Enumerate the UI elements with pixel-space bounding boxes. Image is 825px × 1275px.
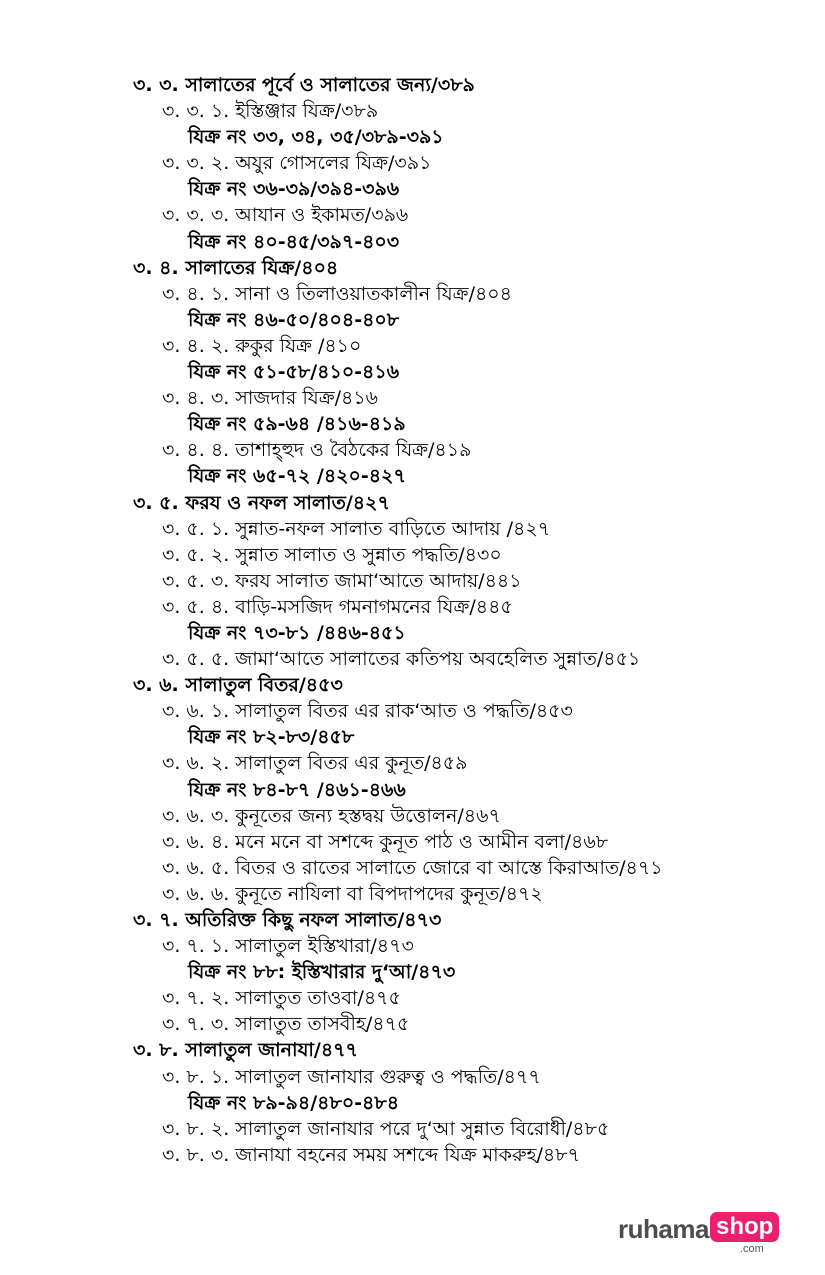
- toc-subsection-entry: ৩. ৬. ২. সালাতুল বিতর এর কুনূত/৪৫৯: [162, 752, 468, 775]
- toc-zikr-range: যিক্র নং ৮৯-৯৪/৪৮০-৪৮৪: [188, 1091, 400, 1114]
- toc-section-heading: ৩. ৫. ফরয ও নফল সালাত/৪২৭: [133, 491, 390, 514]
- toc-subsection-entry: ৩. ৪. ২. রুকুর যিক্র /৪১০: [162, 334, 362, 357]
- toc-subsection-entry: ৩. ৬. ৫. বিতর ও রাতের সালাতে জোরে বা আস্তে কিরাআত/৪৭১: [162, 856, 663, 879]
- ruhamashop-logo: [618, 1210, 788, 1255]
- brand-name: ruhama: [618, 1214, 709, 1244]
- toc-zikr-range: যিক্র নং ৪৬-৫০/৪০৪-৪০৮: [188, 308, 400, 331]
- toc-subsection-entry: ৩. ৬. ৪. মনে মনে বা সশব্দে কুনূত পাঠ ও আমীন বলা/৪৬৮: [162, 830, 609, 853]
- toc-section-heading: ৩. ৬. সালাতুল বিতর/৪৫৩: [133, 674, 343, 697]
- brand-shop-badge: shop: [710, 1212, 779, 1242]
- toc-subsection-entry: ৩. ৩. ১. ইস্তিঞ্জার যিক্র/৩৮৯: [162, 100, 379, 123]
- toc-subsection-entry: ৩. ৬. ৬. কুনূতে নাযিলা বা বিপদাপদের কুনূত/৪৭২: [162, 882, 543, 905]
- toc-zikr-range: যিক্র নং ৮৮: ইস্তিখারার দু‘আ/৪৭৩: [188, 961, 456, 984]
- toc-zikr-range: যিক্র নং ৪০-৪৫/৩৯৭-৪০৩: [188, 230, 400, 253]
- toc-subsection-entry: ৩. ৮. ৩. জানাযা বহনের সময় সশব্দে যিক্র মাকরুহ/৪৮৭: [162, 1143, 580, 1166]
- toc-zikr-range: যিক্র নং ৭৩-৮১ /৪৪৬-৪৫১: [188, 621, 406, 644]
- toc-subsection-entry: ৩. ৭. ২. সালাতুত তাওবা/৪৭৫: [162, 987, 401, 1010]
- toc-subsection-entry: ৩. ৬. ৩. কুনূতের জন্য হস্তদ্বয় উত্তোলন/৪৬৭: [162, 804, 501, 827]
- toc-zikr-range: যিক্র নং ৩৩, ৩৪, ৩৫/৩৮৯-৩৯১: [188, 126, 444, 149]
- toc-subsection-entry: ৩. ৫. ১. সুন্নাত-নফল সালাত বাড়িতে আদায় /৪২৭: [162, 517, 551, 540]
- toc-subsection-entry: ৩. ৪. ৪. তাশাহ্হুদ ও বৈঠকের যিক্র/৪১৯: [162, 439, 472, 462]
- toc-subsection-entry: ৩. ৮. ২. সালাতুল জানাযার পরে দু‘আ সুন্নাত বিরোধী/৪৮৫: [162, 1117, 610, 1140]
- toc-zikr-range: যিক্র নং ৮৪-৮৭ /৪৬১-৪৬৬: [188, 778, 406, 801]
- table-of-contents: [0, 72, 825, 1168]
- toc-section-heading: ৩. ৪. সালাতের যিক্র/৪০৪: [133, 256, 339, 279]
- toc-subsection-entry: ৩. ৩. ২. অযুর গোসলের যিক্র/৩৯১: [162, 152, 432, 175]
- toc-section-heading: ৩. ৭. অতিরিক্ত কিছু নফল সালাত/৪৭৩: [133, 909, 442, 931]
- toc-zikr-range: যিক্র নং ৩৬-৩৯/৩৯৪-৩৯৬: [188, 178, 400, 201]
- toc-zikr-range: যিক্র নং ৫৯-৬৪ /৪১৬-৪১৯: [188, 413, 406, 436]
- brand-domain: .com: [740, 1243, 764, 1255]
- toc-subsection-entry: ৩. ৫. ২. সুন্নাত সালাত ও সুন্নাত পদ্ধতি/৪৩০: [162, 543, 502, 566]
- toc-zikr-range: যিক্র নং ৮২-৮৩/৪৫৮: [188, 726, 355, 749]
- toc-subsection-entry: ৩. ৭. ১. সালাতুল ইস্তিখারা/৪৭৩: [162, 935, 414, 958]
- toc-subsection-entry: ৩. ৭. ৩. সালাতুত তাসবীহ/৪৭৫: [162, 1013, 410, 1036]
- toc-subsection-entry: ৩. ৫. ৪. বাড়ি-মসজিদ গমনাগমনের যিক্র/৪৪৫: [162, 595, 513, 618]
- toc-subsection-entry: ৩. ৩. ৩. আযান ও ইকামত/৩৯৬: [162, 204, 409, 227]
- toc-subsection-entry: ৩. ৬. ১. সালাতুল বিতর এর রাক‘আত ও পদ্ধতি/৪৫৩: [162, 700, 573, 723]
- toc-section-heading: ৩. ৩. সালাতের পূর্বে ও সালাতের জন্য/৩৮৯: [133, 74, 475, 96]
- toc-subsection-entry: ৩. ৫. ৫. জামা‘আতে সালাতের কতিপয় অবহেলিত সুন্নাত/৪৫১: [162, 648, 641, 671]
- toc-subsection-entry: ৩. ৫. ৩. ফরয সালাত জামা‘আতে আদায়/৪৪১: [162, 569, 522, 592]
- toc-subsection-entry: ৩. ৪. ৩. সাজদার যিক্র/৪১৬: [162, 387, 378, 410]
- toc-zikr-range: যিক্র নং ৫১-৫৮/৪১০-৪১৬: [188, 361, 400, 384]
- toc-subsection-entry: ৩. ৪. ১. সানা ও তিলাওয়াতকালীন যিক্র/৪০৪: [162, 282, 512, 305]
- toc-section-heading: ৩. ৮. সালাতুল জানাযা/৪৭৭: [133, 1039, 358, 1062]
- toc-subsection-entry: ৩. ৮. ১. সালাতুল জানাযার গুরুত্ব ও পদ্ধতি/৪৭৭: [162, 1065, 541, 1088]
- toc-zikr-range: যিক্র নং ৬৫-৭২ /৪২০-৪২৭: [188, 465, 406, 488]
